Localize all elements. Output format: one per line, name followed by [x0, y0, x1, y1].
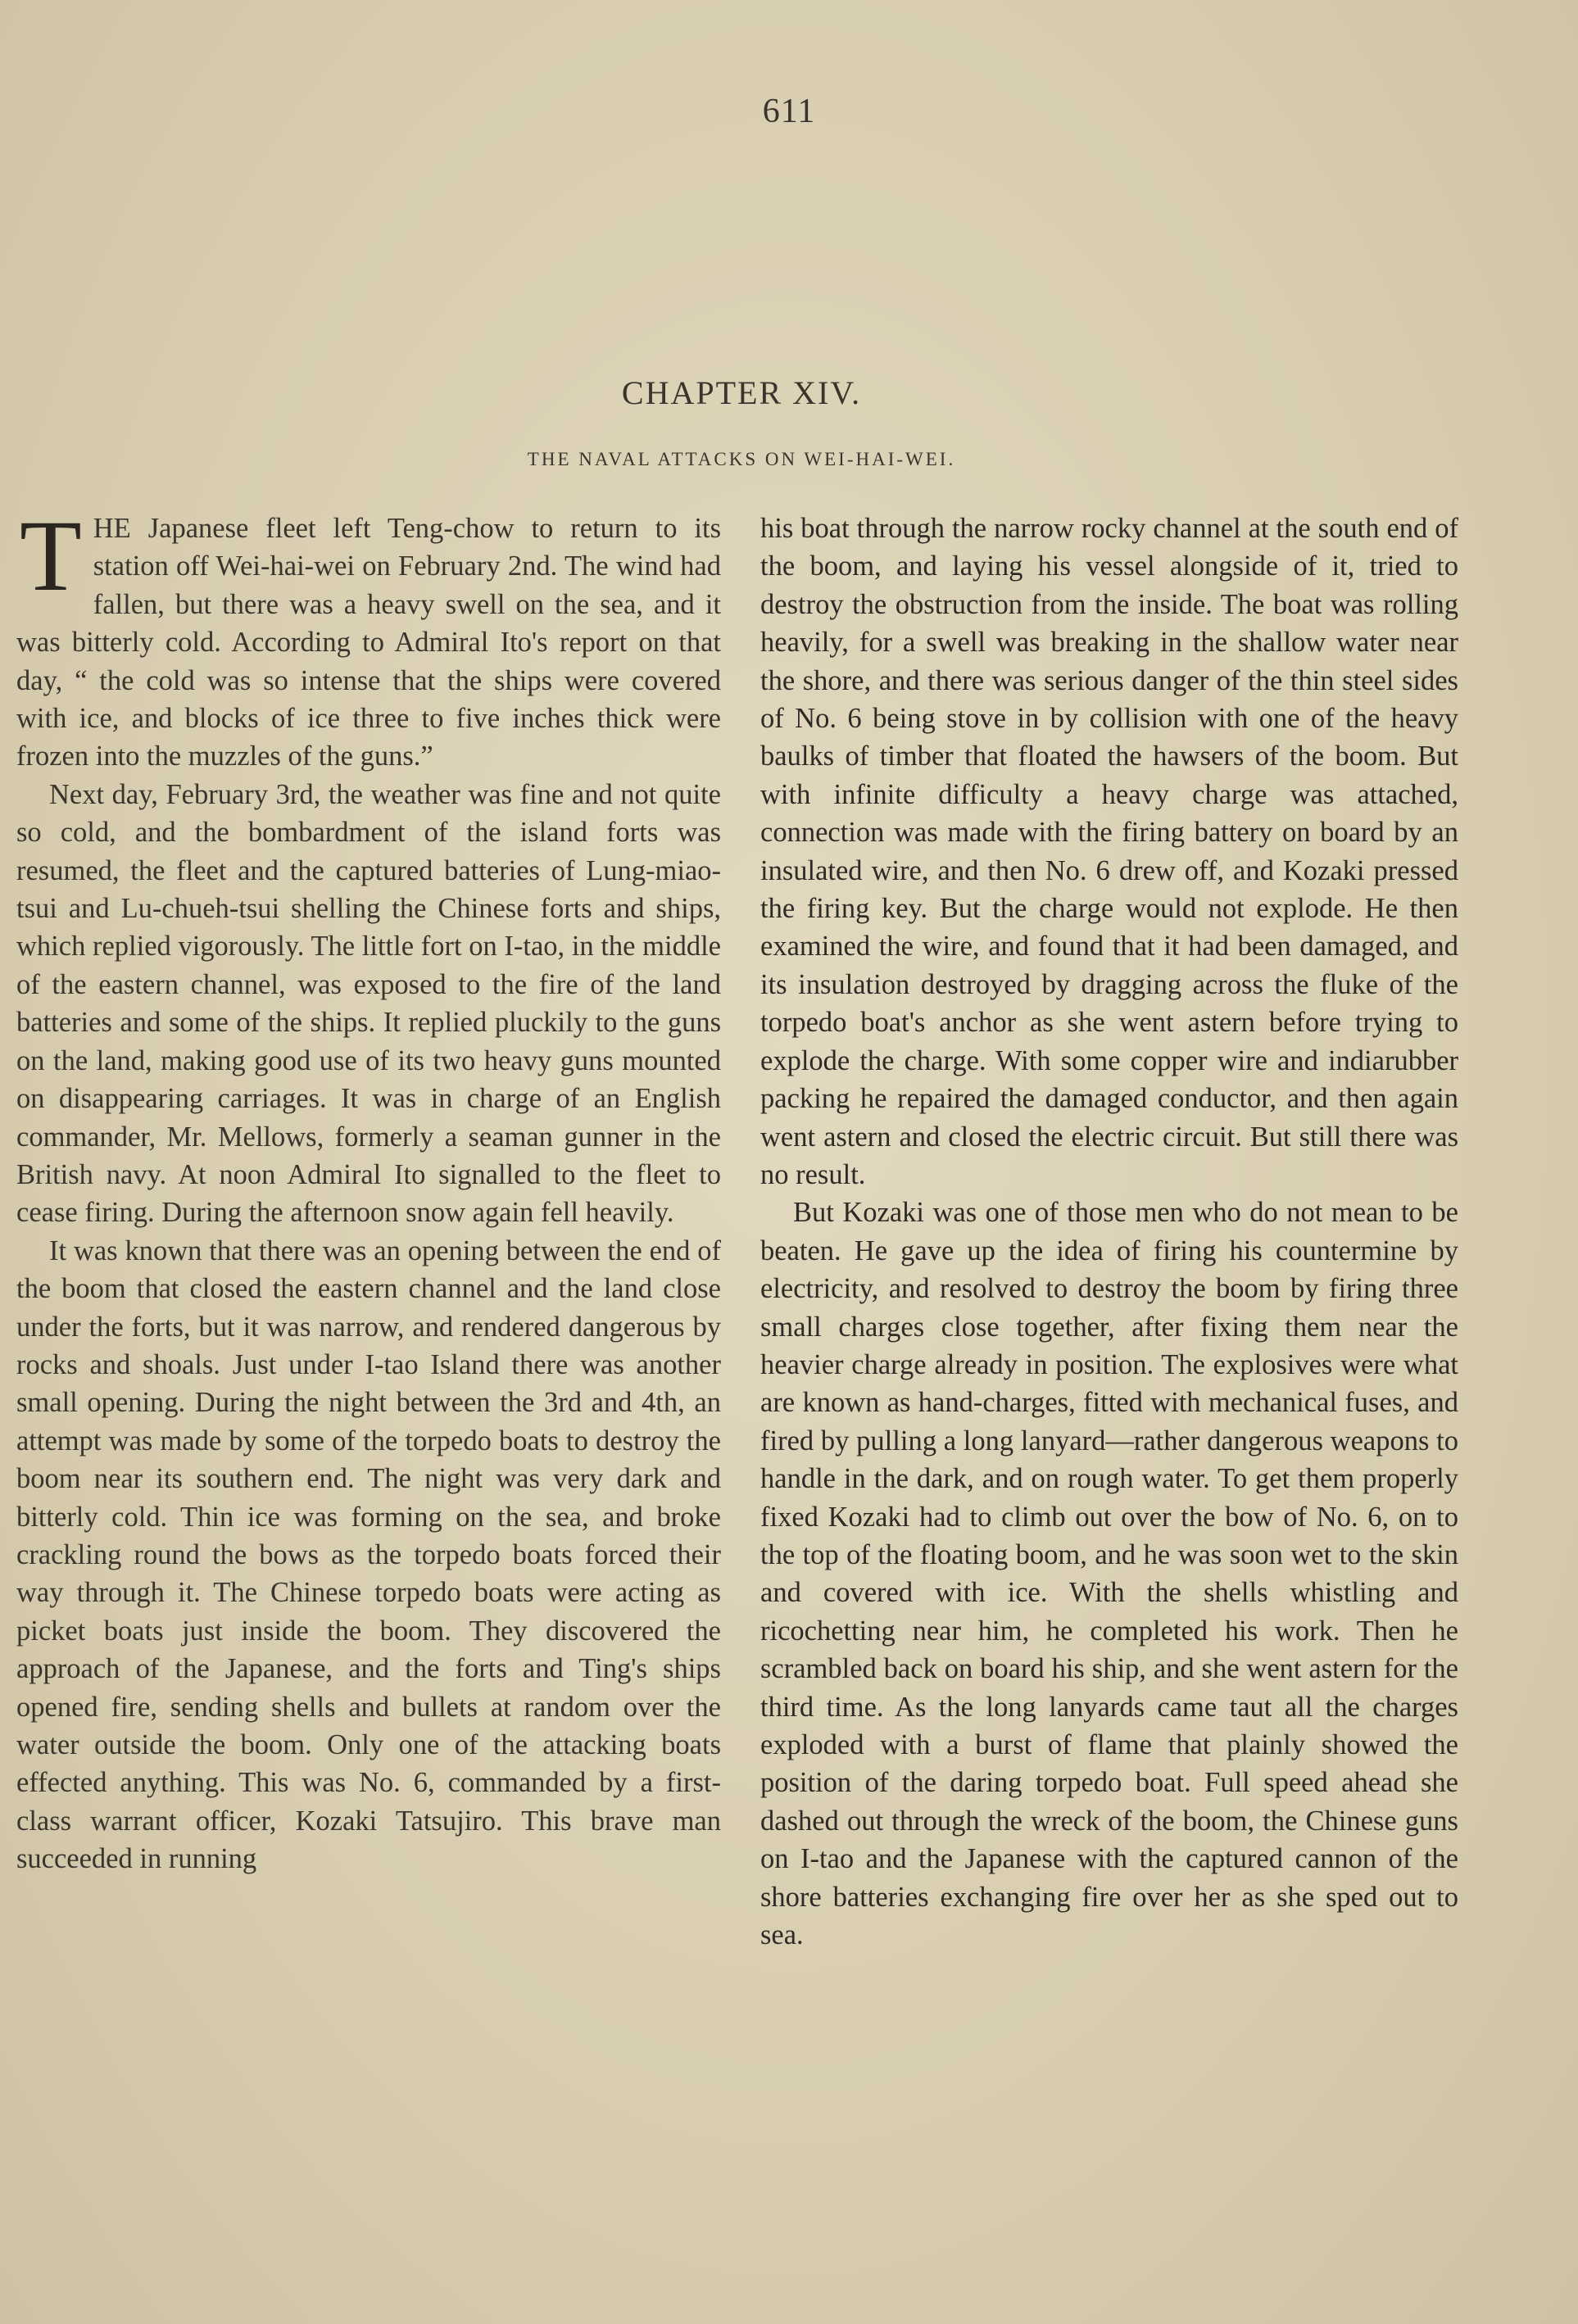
chapter-title: CHAPTER XIV. [621, 374, 862, 411]
right-paragraph-2: But Kozaki was one of those men who do not mean to be beaten. He gave up the idea of firing his countermine by electricity, and resolved to destroy the boom by firing three small charges close together, after fixing them near the heavier charge already in position. The explosives were what are known as hand-charges, fitted with mechanical fuses, and fired by pulling a long lanyard—rather dangerous weapons to handle in the dark, and on rough water. To get them properly fixed Kozaki had to climb out over the bow of No. 6, on to the top of the floating boom, and he was soon wet to the skin and covered with ice. With the shells whistling and ricochetting near him, he completed his work. Then he scrambled back on board his ship, and she went astern for the third time. As the long lanyards came taut all the charges exploded with a burst of flame that plainly showed the position of the daring torpedo boat. Full speed ahead she dashed out through the wreck of the boom, the Chinese guns on I-tao and the Japanese with the captured cannon of the shore batteries exchanging fire over her as she sped out to sea. [760, 1197, 1458, 1951]
right-column [760, 510, 1458, 1954]
chapter-subtitle: THE NAVAL ATTACKS ON WEI-HAI-WEI. [527, 449, 956, 469]
right-paragraph-1: his boat through the narrow rocky channel at the south end of the boom, and laying his vessel alongside of it, tried to destroy the obstruction from the inside. The boat was rolling heavily, for a swell was breaking in the shallow water near the shore, and there was serious danger of the thin steel sides of No. 6 being stove in by collision with one of the heavy baulks of timber that floated the hawsers of the boom. But with infinite difficulty a heavy charge was attached, connection was made with the firing battery on board by an insulated wire, and then No. 6 drew off, and Kozaki pressed the firing key. But the charge would not explode. He then examined the wire, and found that it had been damaged, and its insulation destroyed by dragging across the fluke of the torpedo boat's anchor as she went astern before trying to explode the charge. With some copper wire and indiarubber packing he repaired the damaged conductor, and then again went astern and closed the electric circuit. But still there was no result. [760, 513, 1458, 1190]
drop-cap: T [20, 500, 82, 612]
left-paragraph-2: Next day, February 3rd, the weather was fine and not quite so cold, and the bombardment of the island forts was resumed, the fleet and the captured batteries of Lung-miao-tsui and Lu-chueh-tsui shelling the Chinese forts and ships, which replied vigorously. The little fort on I-tao, in the middle of the eastern channel, was exposed to the fire of the land batteries and some of the ships. It replied pluckily to the guns on the land, making good use of its two heavy guns mounted on disappearing carriages. It was in charge of an English commander, Mr. Mellows, formerly a seaman gunner in the British navy. At noon Admiral Ito signalled to the fleet to cease firing. During the afternoon snow again fell heavily. [16, 778, 721, 1229]
left-paragraph-1 [16, 500, 721, 776]
left-column [16, 500, 721, 1878]
page-number: 611 [762, 93, 816, 130]
left-paragraph-1-text: HE Japanese fleet left Teng-chow to return to its station off Wei-hai-wei on February 2nd. The wind had fallen, but there was a heavy swell on the sea, and it was bitterly cold. According to Admiral Ito's report on that day, “ the cold was so intense that the ships were covered with ice, and blocks of ice three to five inches thick were frozen into the muzzles of the guns.” [16, 513, 721, 772]
left-paragraph-3: It was known that there was an opening between the end of the boom that closed the eastern channel and the land close under the forts, but it was narrow, and rendered dangerous by rocks and shoals. Just under I-tao Island there was another small opening. During the night between the 3rd and 4th, an attempt was made by some of the torpedo boats to destroy the boom near its southern end. The night was very dark and bitterly cold. Thin ice was forming on the sea, and broke crackling round the bows as the torpedo boats forced their way through it. The Chinese torpedo boats were acting as picket boats just inside the boom. They discovered the approach of the Japanese, and the forts and Ting's ships opened fire, sending shells and bullets at random over the water outside the boom. Only one of the attacking boats effected anything. This was No. 6, commanded by a first-class warrant officer, Kozaki Tatsujiro. This brave man succeeded in running [16, 1234, 721, 1875]
